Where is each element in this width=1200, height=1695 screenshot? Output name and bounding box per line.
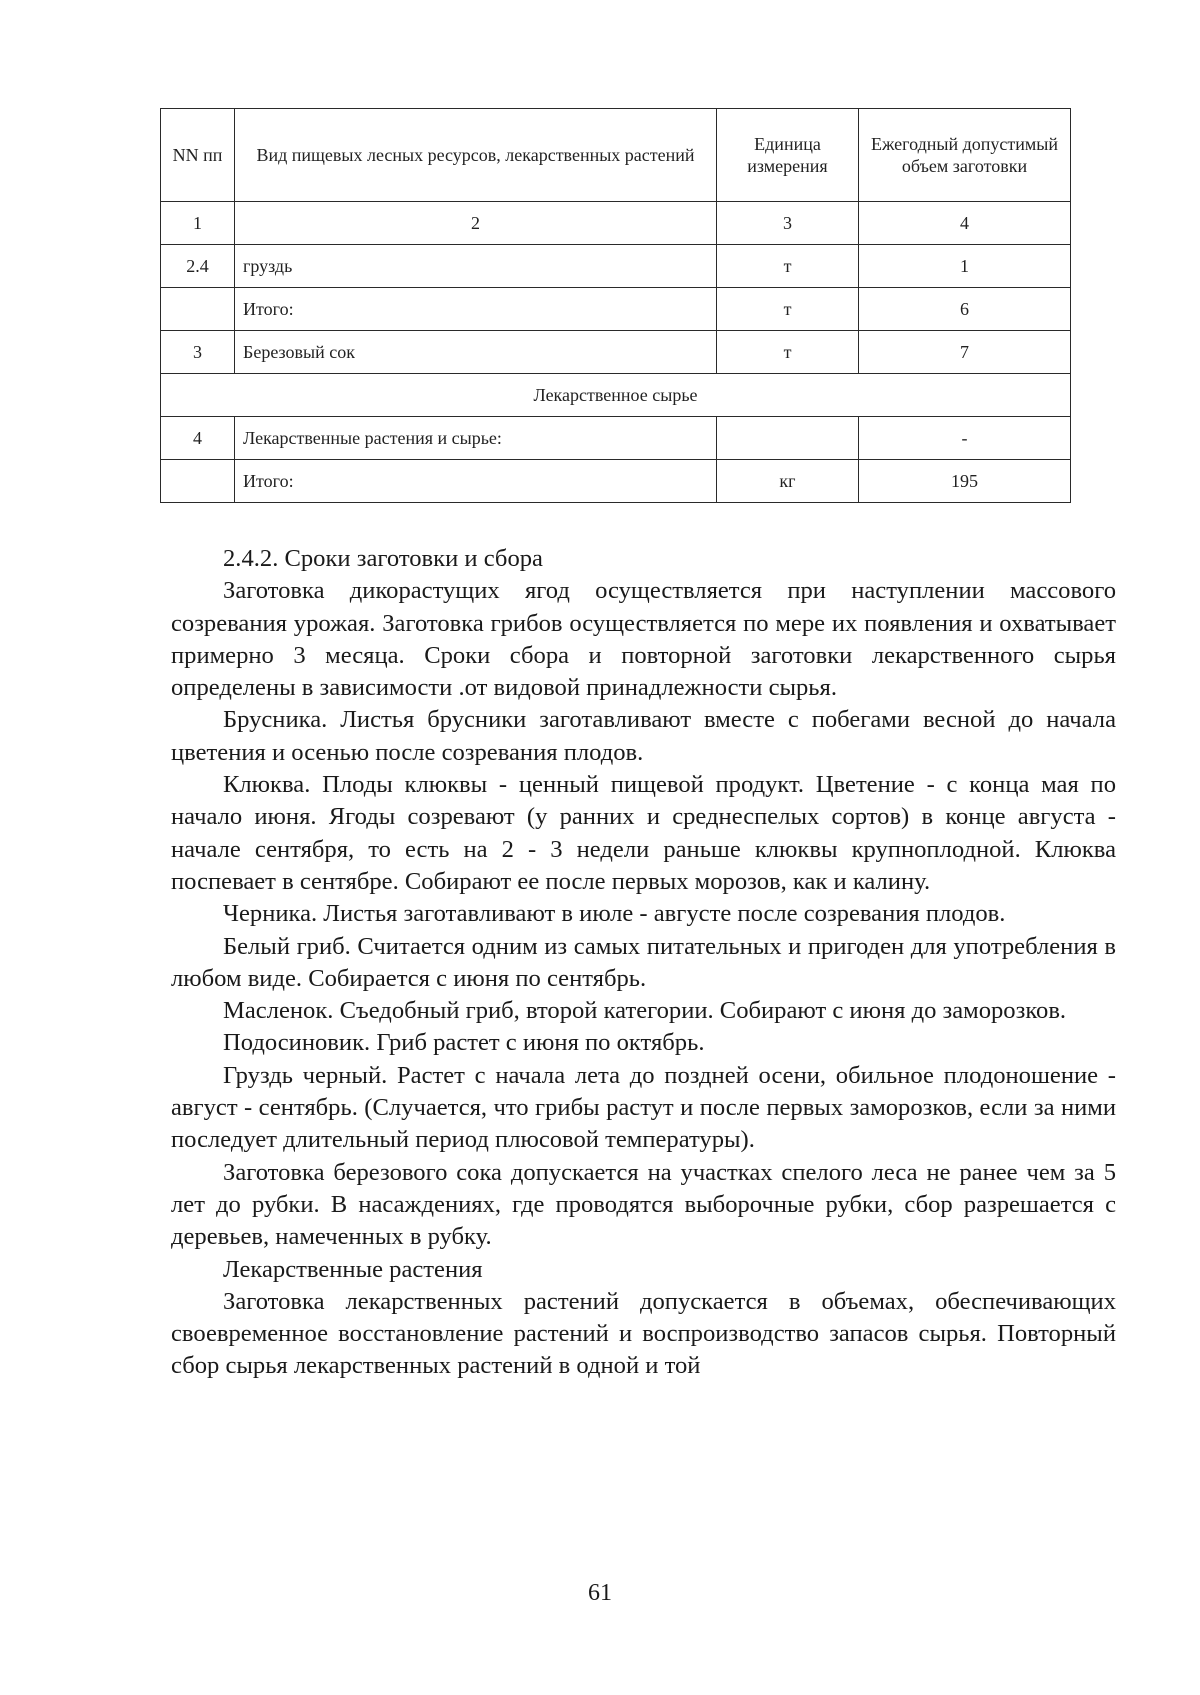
row-name: Итого: bbox=[235, 288, 717, 331]
paragraph: Подосиновик. Гриб растет с июня по октябрь. bbox=[223, 1029, 705, 1057]
table-row bbox=[161, 331, 1071, 374]
table-section-row bbox=[161, 374, 1071, 417]
row-name: груздь bbox=[235, 245, 717, 288]
row-unit: т bbox=[717, 331, 859, 374]
paragraph: Клюква. Плоды клюквы - ценный пищевой продукт. Цветение - с конца мая по начало июня. Ягоды созревают (у ранних и среднеспелых сортов) в конце августа - начале сентября, то есть на 2 - 3 недели раньше клюквы крупноплодной. Клюква поспевает в сентябре. Собирают ее после первых морозов, как и калину. bbox=[171, 771, 1116, 895]
column-number: 2 bbox=[235, 202, 717, 245]
row-number bbox=[161, 288, 235, 331]
table-row bbox=[161, 460, 1071, 503]
column-number: 1 bbox=[161, 202, 235, 245]
body-text bbox=[171, 543, 1116, 1383]
section-title: Лекарственное сырье bbox=[161, 374, 1071, 417]
row-volume: - bbox=[859, 417, 1071, 460]
row-name: Березовый сок bbox=[235, 331, 717, 374]
paragraph: Белый гриб. Считается одним из самых питательных и пригоден для употребления в любом виде. Собирается с июня по сентябрь. bbox=[171, 932, 1116, 992]
paragraph: Заготовка лекарственных растений допускается в объемах, обеспечивающих своевременное восстановление растений и воспроизводство запасов сырья. Повторный сбор сырья лекарственных растений в одной и той bbox=[171, 1287, 1116, 1380]
row-unit: т bbox=[717, 288, 859, 331]
row-unit: т bbox=[717, 245, 859, 288]
subheading: Лекарственные растения bbox=[223, 1255, 483, 1283]
paragraph: Заготовка дикорастущих ягод осуществляется при наступлении массового созревания урожая. Заготовка грибов осуществляется по мере их появления и охватывает примерно 3 месяца. Сроки сбора и повторной заготовки лекарственного сырья определены в зависимости .от видовой принадлежности сырья. bbox=[171, 577, 1116, 702]
table-row bbox=[161, 417, 1071, 460]
header-unit: Единица измерения bbox=[717, 109, 859, 202]
paragraph: Черника. Листья заготавливают в июле - августе после созревания плодов. bbox=[223, 900, 1006, 928]
column-number: 3 bbox=[717, 202, 859, 245]
table-row bbox=[161, 288, 1071, 331]
header-annual-volume: Ежегодный допустимый объем заготовки bbox=[859, 109, 1071, 202]
row-volume: 7 bbox=[859, 331, 1071, 374]
row-volume: 1 bbox=[859, 245, 1071, 288]
row-number bbox=[161, 460, 235, 503]
table-row bbox=[161, 245, 1071, 288]
header-resource-type: Вид пищевых лесных ресурсов, лекарственных растений bbox=[235, 109, 717, 202]
paragraph: Груздь черный. Растет с начала лета до поздней осени, обильное плодоношение - август - сентябрь. (Случается, что грибы растут и после первых заморозков, если за ними последует длительный период плюсовой температуры). bbox=[171, 1061, 1116, 1154]
row-volume: 195 bbox=[859, 460, 1071, 503]
row-name: Лекарственные растения и сырье: bbox=[235, 417, 717, 460]
paragraph: Брусника. Листья брусники заготавливают вместе с побегами весной до начала цветения и осенью после созревания плодов. bbox=[171, 706, 1116, 766]
paragraph: Заготовка березового сока допускается на участках спелого леса не ранее чем за 5 лет до рубки. В насаждениях, где проводятся выборочные рубки, сбор разрешается с деревьев, намеченных в рубку. bbox=[171, 1158, 1116, 1251]
column-number: 4 bbox=[859, 202, 1071, 245]
table-header-row bbox=[161, 109, 1071, 202]
paragraph: Масленок. Съедобный гриб, второй категории. Собирают с июня до заморозков. bbox=[223, 997, 1067, 1025]
header-number: NN пп bbox=[161, 109, 235, 202]
row-unit: кг bbox=[717, 460, 859, 503]
page-number: 61 bbox=[588, 1580, 612, 1606]
row-number: 2.4 bbox=[161, 245, 235, 288]
row-number: 4 bbox=[161, 417, 235, 460]
resources-table bbox=[160, 108, 1071, 503]
row-number: 3 bbox=[161, 331, 235, 374]
row-volume: 6 bbox=[859, 288, 1071, 331]
row-name: Итого: bbox=[235, 460, 717, 503]
section-heading: 2.4.2. Сроки заготовки и сбора bbox=[223, 545, 543, 572]
table-column-numbers-row bbox=[161, 202, 1071, 245]
row-unit bbox=[717, 417, 859, 460]
